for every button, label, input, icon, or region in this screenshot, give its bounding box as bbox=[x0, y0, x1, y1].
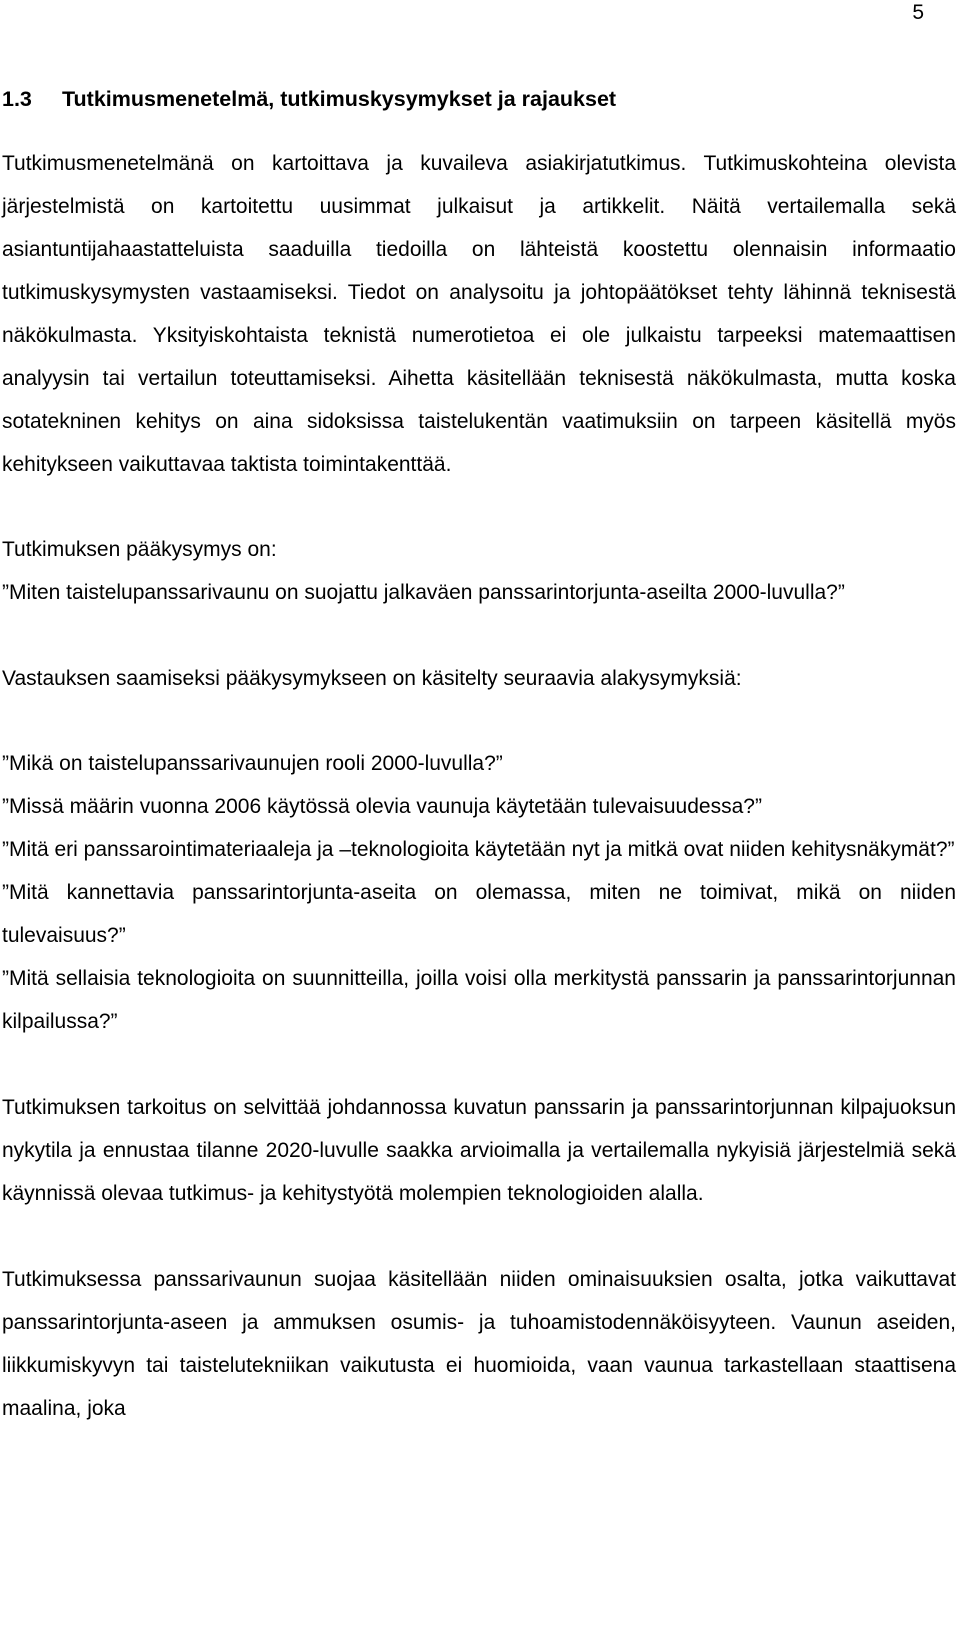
purpose-paragraph: Tutkimuksen tarkoitus on selvittää johdannossa kuvatun panssarin ja panssarintorjunnan kilpajuoksun nykytila ja ennustaa tilanne 2020-luvulle saakka arvioimalla ja vertailemalla nykyisiä järjestelmiä sekä käynnissä olevaa tutkimus- ja kehitystyötä molempien teknologioiden alalla. bbox=[2, 1096, 956, 1205]
section-title: Tutkimusmenetelmä, tutkimuskysymykset ja rajaukset bbox=[62, 87, 617, 111]
sub-question-list bbox=[2, 742, 956, 1043]
main-question: ”Miten taistelupanssarivaunu on suojattu jalkaväen panssarintorjunta-aseilta 2000-luvulla?” bbox=[2, 581, 845, 604]
document-body bbox=[2, 84, 956, 1430]
sub-question: ”Mikä on taistelupanssarivaunujen rooli 2000-luvulla?” bbox=[2, 752, 503, 775]
section-heading bbox=[2, 84, 956, 114]
section-number: 1.3 bbox=[2, 87, 32, 111]
scope-paragraph: Tutkimuksessa panssarivaunun suojaa käsitellään niiden ominaisuuksien osalta, jotka vaikuttavat panssarintorjunta-aseen ja ammuksen osumis- ja tuhoamistodennäköisyyteen. Vaunun aseiden, liikkumiskyvyn tai taistelutekniikan vaikutusta ei huomioida, vaan vaunua tarkastellaan staattisena maalina, joka bbox=[2, 1268, 956, 1420]
main-question-label: Tutkimuksen pääkysymys on: bbox=[2, 538, 277, 561]
sub-question: ”Mitä kannettavia panssarintorjunta-aseita on olemassa, miten ne toimivat, mikä on niiden tulevaisuus?” bbox=[2, 881, 956, 947]
sub-questions-intro: Vastauksen saamiseksi pääkysymykseen on käsitelty seuraavia alakysymyksiä: bbox=[2, 667, 742, 690]
sub-question: ”Missä määrin vuonna 2006 käytössä olevia vaunuja käytetään tulevaisuudessa?” bbox=[2, 795, 762, 818]
method-paragraph: Tutkimusmenetelmänä on kartoittava ja kuvaileva asiakirjatutkimus. Tutkimuskohteina olevista järjestelmistä on kartoitettu uusimmat julkaisut ja artikkelit. Näitä vertailemalla sekä asiantuntijahaastatteluista saaduilla tiedoilla on lähteistä koostettu olennaisin informaatio tutkimuskysymysten vastaamiseksi. Tiedot on analysoitu ja johtopäätökset tehty lähinnä teknisestä näkökulmasta. Yksityiskohtaista teknistä numerotietoa ei ole julkaistu tarpeeksi matemaattisen analyysin tai vertailun toteuttamiseksi. Aihetta käsitellään teknisestä näkökulmasta, mutta koska sotatekninen kehitys on aina sidoksissa taistelukentän vaatimuksiin on tarpeen käsitellä myös kehitykseen vaikuttavaa taktista toimintakenttää. bbox=[2, 152, 956, 476]
page-number: 5 bbox=[912, 1, 924, 24]
sub-question: ”Mitä eri panssarointimateriaaleja ja –teknologioita käytetään nyt ja mitkä ovat niiden kehitysnäkymät?” bbox=[2, 838, 955, 861]
sub-question: ”Mitä sellaisia teknologioita on suunnitteilla, joilla voisi olla merkitystä panssarin ja panssarintorjunnan kilpailussa?” bbox=[2, 967, 956, 1033]
